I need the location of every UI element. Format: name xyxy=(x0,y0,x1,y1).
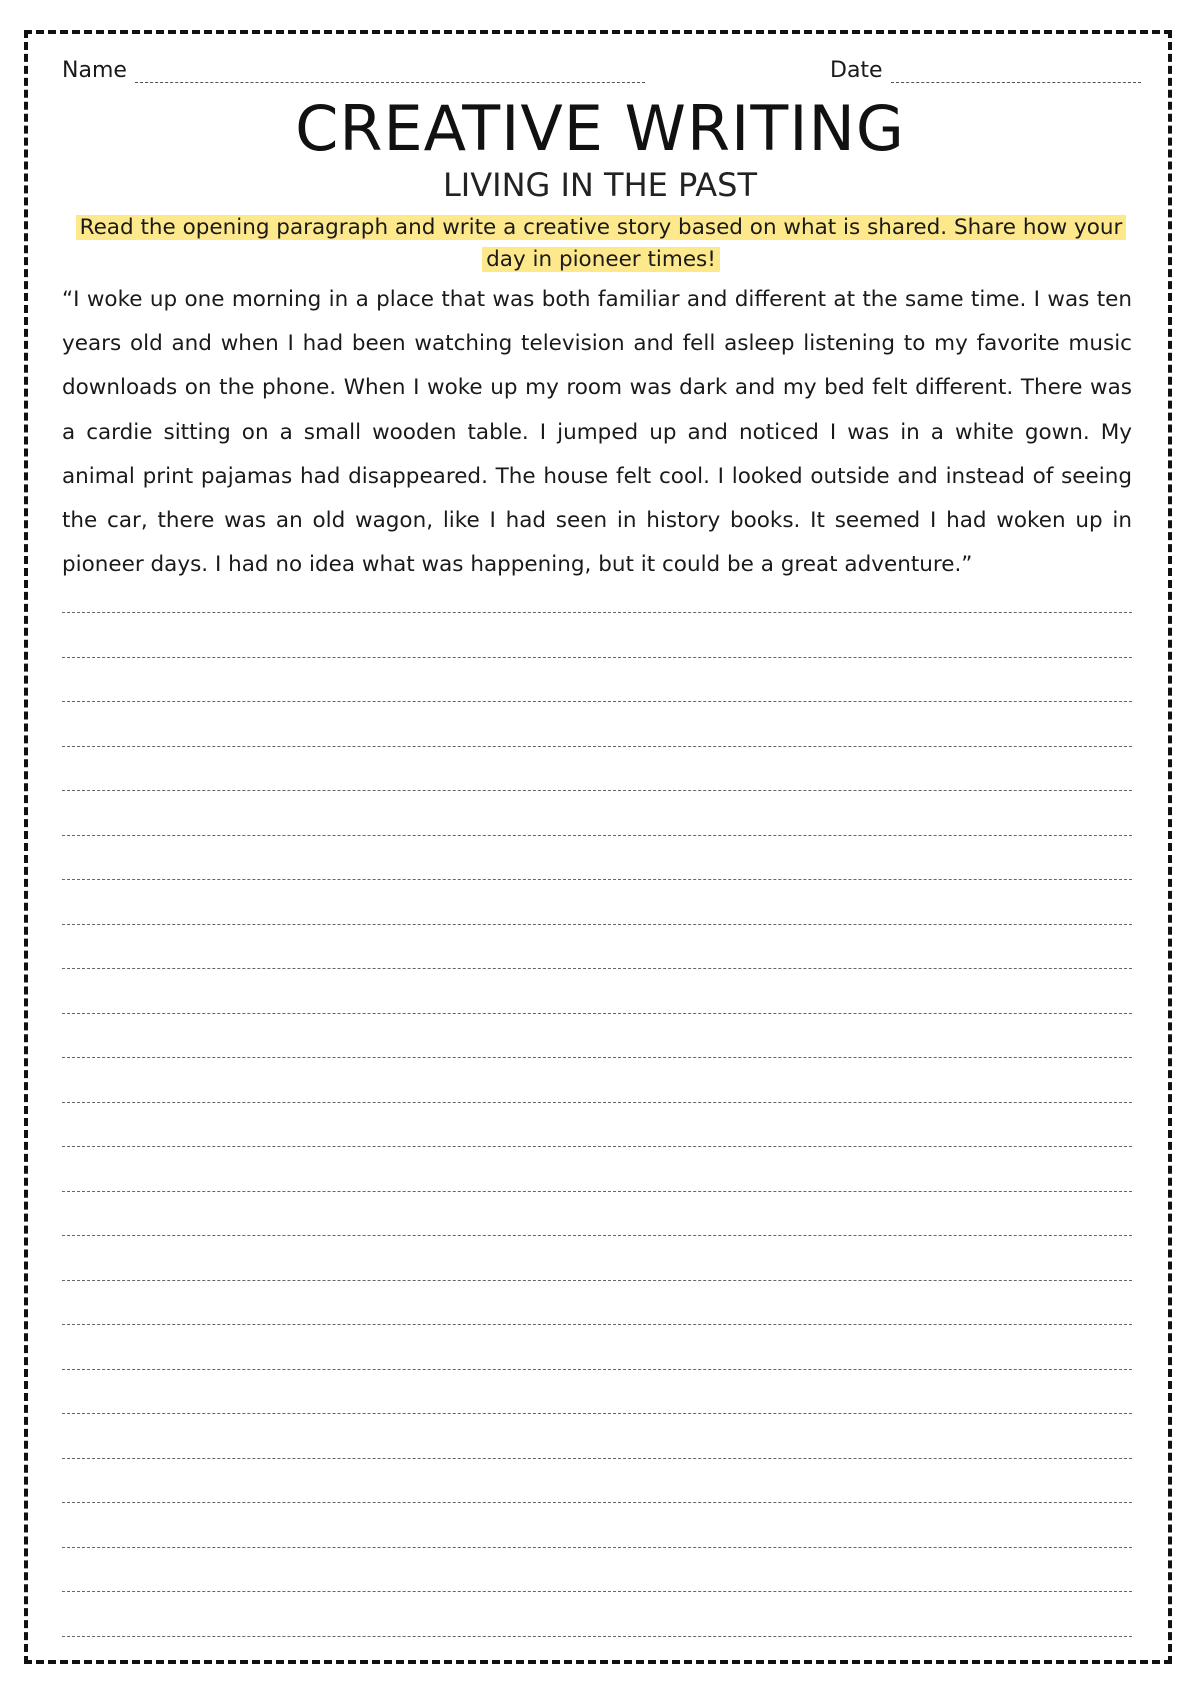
instructions xyxy=(62,212,1140,276)
instructions-text: Read the opening paragraph and write a creative story based on what is shared. Share how your day in pioneer times! xyxy=(76,215,1127,272)
writing-line[interactable] xyxy=(62,924,1132,925)
writing-line[interactable] xyxy=(62,1280,1132,1281)
writing-line[interactable] xyxy=(62,1235,1132,1236)
header-row xyxy=(62,58,1140,90)
writing-line[interactable] xyxy=(62,746,1132,747)
writing-line[interactable] xyxy=(62,1413,1132,1414)
writing-line[interactable] xyxy=(62,1458,1132,1459)
writing-line[interactable] xyxy=(62,968,1132,969)
writing-line[interactable] xyxy=(62,1636,1132,1637)
writing-line[interactable] xyxy=(62,1057,1132,1058)
writing-line[interactable] xyxy=(62,1191,1132,1192)
writing-line[interactable] xyxy=(62,657,1132,658)
name-label: Name xyxy=(62,58,127,83)
date-label: Date xyxy=(830,58,883,83)
date-field[interactable] xyxy=(830,58,1141,83)
name-field[interactable] xyxy=(62,58,645,83)
writing-line[interactable] xyxy=(62,1324,1132,1325)
writing-line[interactable] xyxy=(62,1502,1132,1503)
writing-line[interactable] xyxy=(62,701,1132,702)
worksheet-subtitle: LIVING IN THE PAST xyxy=(442,166,758,204)
writing-line[interactable] xyxy=(62,835,1132,836)
writing-line[interactable] xyxy=(62,1369,1132,1370)
writing-line[interactable] xyxy=(62,1547,1132,1548)
name-input-line[interactable] xyxy=(135,60,645,83)
writing-line[interactable] xyxy=(62,1013,1132,1014)
writing-line[interactable] xyxy=(62,879,1132,880)
date-input-line[interactable] xyxy=(891,60,1141,83)
writing-line[interactable] xyxy=(62,1146,1132,1147)
writing-line[interactable] xyxy=(62,1102,1132,1103)
writing-line[interactable] xyxy=(62,612,1132,613)
writing-line[interactable] xyxy=(62,1591,1132,1592)
worksheet-title: CREATIVE WRITING xyxy=(295,92,905,165)
opening-paragraph: “I woke up one morning in a place that was both familiar and different at the same time. I was ten years old and when I had been watching television and fell asleep listening to my favorite music downloads on the phone. When I woke up my room was dark and my bed felt different. There was a cardie sitting on a small wooden table. I jumped up and noticed I was in a white gown. My animal print pajamas had disappeared. The house felt cool. I looked outside and instead of seeing the car, there was an old wagon, like I had seen in history books. It seemed I had woken up in pioneer days. I had no idea what was happening, but it could be a great adventure.” xyxy=(62,287,1132,578)
writing-line[interactable] xyxy=(62,790,1132,791)
